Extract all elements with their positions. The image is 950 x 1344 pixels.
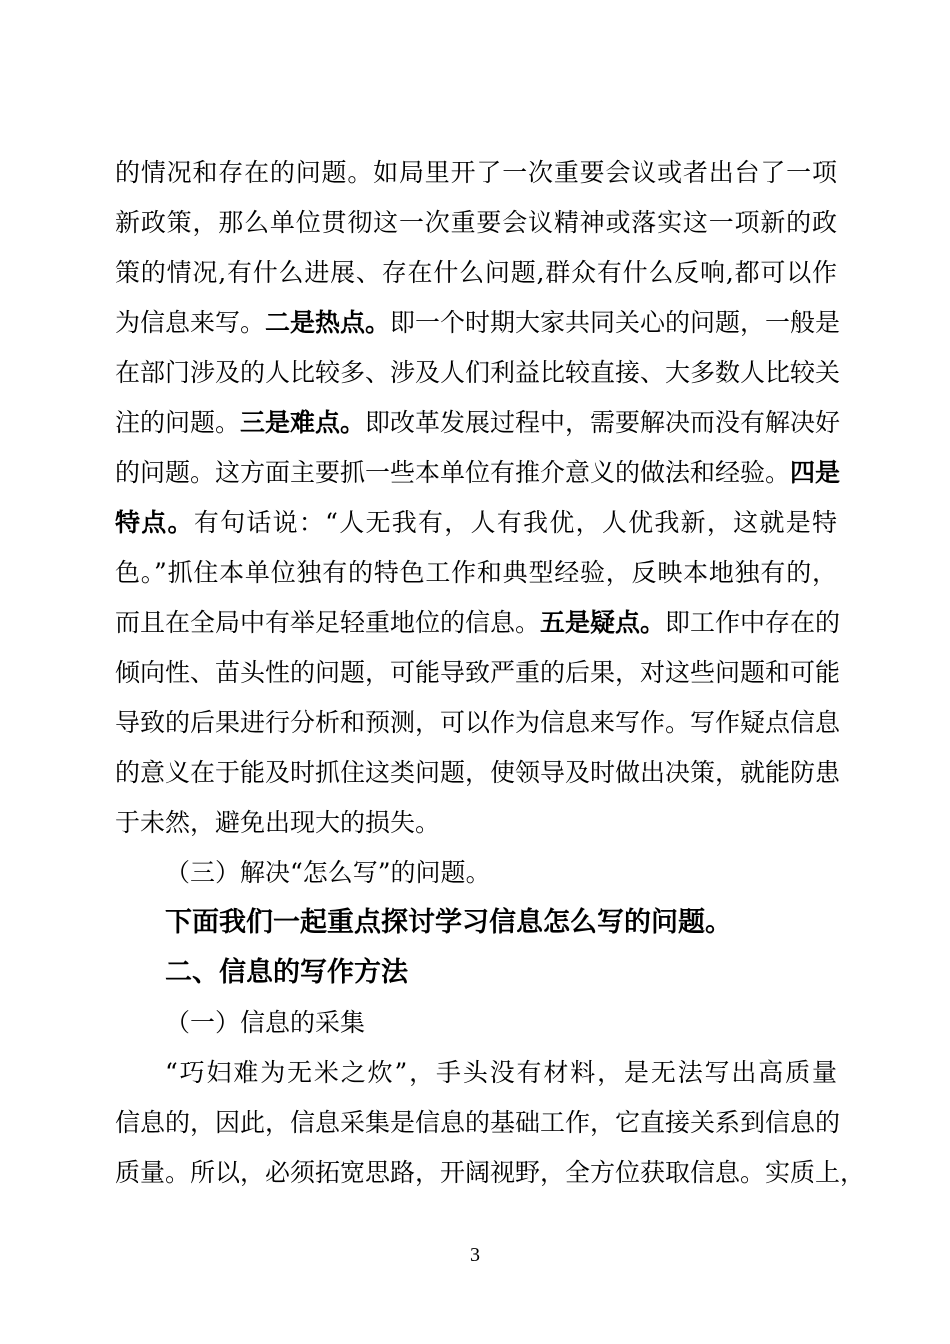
paragraph-line-14: 于未然，避免出现大的损失。	[115, 808, 441, 837]
paragraph-line-11: 倾向性、苗头性的问题，可能导致严重的后果，对这些问题和可能	[115, 658, 841, 687]
paragraph-line-5: 在部门涉及的人比较多、涉及人们利益比较直接、大多数人比较关	[115, 358, 841, 387]
bold-point-feature-start: 四是	[790, 458, 841, 487]
line-text: 即改革发展过程中，需要解决而没有解决好	[365, 408, 841, 437]
paragraph-line-10	[115, 598, 841, 648]
line-text: 而且在全局中有举足轻重地位的信息。	[115, 608, 541, 637]
bold-point-doubt: 五是疑点。	[540, 608, 666, 637]
section-heading: 二、信息的写作方法	[165, 957, 408, 988]
page-number: 3	[470, 1244, 480, 1266]
paragraph-line-9: 色。”抓住本单位独有的特色工作和典型经验，反映本地独有的，	[115, 558, 837, 587]
line-text: 的问题。这方面主要抓一些本单位有推介意义的做法和经验。	[115, 458, 791, 487]
line-text: 注的问题。	[115, 408, 241, 437]
paragraph-line-6	[115, 398, 841, 448]
bold-point-hot: 二是热点。	[265, 308, 391, 337]
paragraph-line-2: 新政策，那么单位贯彻这一次重要会议精神或落实这一项新的政	[115, 208, 837, 237]
paragraph-line-12: 导致的后果进行分析和预测，可以作为信息来写作。写作疑点信息	[115, 708, 841, 737]
bold-point-difficult: 三是难点。	[240, 408, 366, 437]
paragraph-line-19: “巧妇难为无米之炊”，手头没有材料，是无法写出高质量	[165, 1058, 837, 1087]
paragraph-line-20: 信息的，因此，信息采集是信息的基础工作，它直接关系到信息的	[115, 1108, 841, 1137]
paragraph-line-21: 质量。所以，必须拓宽思路，开阔视野，全方位获取信息。实质上，	[115, 1158, 866, 1187]
bold-statement: 下面我们一起重点探讨学习信息怎么写的问题。	[165, 907, 732, 938]
paragraph-line-1: 的情况和存在的问题。如局里开了一次重要会议或者出台了一项	[115, 158, 837, 187]
paragraph-line-7	[115, 448, 841, 498]
line-text: 为信息来写。	[115, 308, 266, 337]
subheading-collection: （一）信息的采集	[165, 1008, 366, 1037]
paragraph-line-8	[115, 498, 837, 548]
subheading-how-to-write: （三）解决“怎么写”的问题。	[165, 858, 491, 887]
line-text: 即工作中存在的	[665, 608, 841, 637]
line-text: 即一个时期大家共同关心的问题，一般是	[390, 308, 841, 337]
paragraph-line-3: 策的情况,有什么进展、存在什么问题,群众有什么反响,都可以作	[115, 258, 837, 287]
line-text: 有句话说：“人无我有，人有我优，人优我新，这就是特	[193, 508, 837, 537]
bold-point-feature-end: 特点。	[115, 508, 194, 537]
paragraph-line-13: 的意义在于能及时抓住这类问题，使领导及时做出决策，就能防患	[115, 758, 841, 787]
paragraph-line-4	[115, 298, 841, 348]
